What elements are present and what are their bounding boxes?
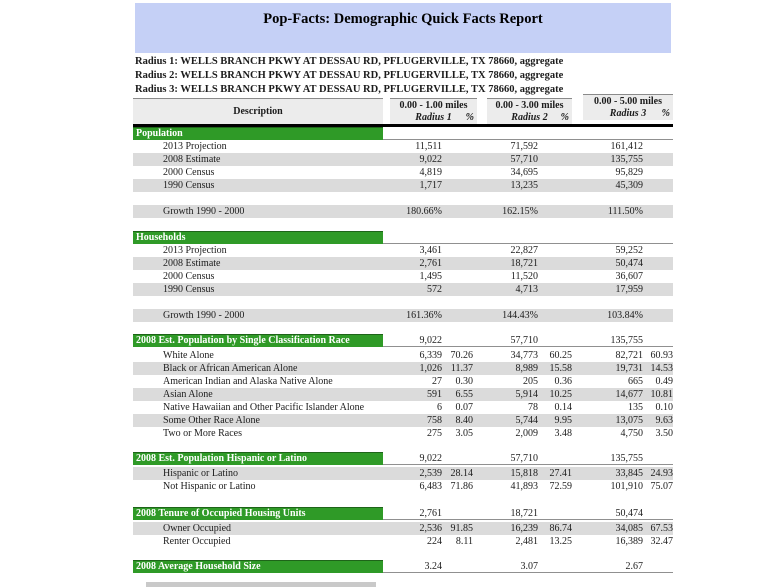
section-total-value: 57,710 <box>510 335 538 346</box>
column-group-radius-3 <box>583 94 673 120</box>
value-cell: 665 <box>628 376 643 387</box>
section-title-bar: 2008 Est. Population Hispanic or Latino <box>133 452 383 465</box>
table-row <box>133 480 673 493</box>
section-title-bar: Population <box>133 127 383 140</box>
value-cell: 50,474 <box>615 258 643 269</box>
section-total-value: 3.07 <box>520 561 538 572</box>
pct-cell: 0.07 <box>455 402 473 413</box>
pct-cell: 91.85 <box>450 523 473 534</box>
pct-cell <box>538 257 572 270</box>
value-cell: 1,026 <box>419 363 442 374</box>
pct-cell <box>643 309 673 322</box>
value-cell: 34,695 <box>510 167 538 178</box>
column-group-radius-1 <box>390 98 477 124</box>
pct-cell <box>538 270 572 283</box>
value-cell: 14,677 <box>615 389 643 400</box>
radius-definitions <box>135 55 675 97</box>
section-title-bar: Households <box>133 231 383 244</box>
column-group-radius-2 <box>487 98 572 124</box>
pct-cell: 10.25 <box>549 389 572 400</box>
value-cell: 22,827 <box>510 245 538 256</box>
radius-column-label: Radius 3 <box>609 108 647 119</box>
value-cell: 59,252 <box>615 245 643 256</box>
pct-cell: 86.74 <box>549 523 572 534</box>
miles-range-label: 0.00 - 3.00 miles <box>495 100 564 111</box>
value-cell: 15,818 <box>510 468 538 479</box>
pct-cell <box>442 140 473 153</box>
spacer-row <box>133 440 673 452</box>
pct-cell <box>643 257 673 270</box>
value-cell: 103.84% <box>607 310 643 321</box>
value-cell: 11,520 <box>510 271 538 282</box>
pct-cell <box>538 309 572 322</box>
row-label: Growth 1990 - 2000 <box>163 310 245 321</box>
value-cell: 13,075 <box>615 415 643 426</box>
value-cell: 6,339 <box>419 350 442 361</box>
table-row <box>133 401 673 414</box>
value-cell: 78 <box>528 402 538 413</box>
value-cell: 57,710 <box>510 154 538 165</box>
pct-cell: 24.93 <box>650 468 673 479</box>
pct-cell <box>538 205 572 218</box>
miles-range-label: 0.00 - 5.00 miles <box>593 96 663 107</box>
pct-cell <box>643 244 673 257</box>
section-title-bar: 2008 Average Household Size <box>133 560 383 573</box>
row-label: Asian Alone <box>163 389 213 400</box>
pct-cell: 15.58 <box>549 363 572 374</box>
pct-cell <box>538 140 572 153</box>
table-row <box>133 362 673 375</box>
table-row <box>133 349 673 362</box>
table-row <box>133 166 673 179</box>
section-header-row <box>133 560 673 573</box>
section-title-bar: 2008 Tenure of Occupied Housing Units <box>133 507 383 520</box>
section-header-row <box>133 231 673 244</box>
pct-cell: 60.93 <box>650 350 673 361</box>
value-cell: 6 <box>437 402 442 413</box>
spacer-row <box>133 218 673 231</box>
value-cell: 101,910 <box>610 481 643 492</box>
section-total-value: 3.24 <box>424 561 442 572</box>
value-cell: 34,773 <box>510 350 538 361</box>
pct-cell <box>643 270 673 283</box>
value-cell: 82,721 <box>615 350 643 361</box>
pct-cell: 0.10 <box>655 402 673 413</box>
value-cell: 27 <box>432 376 442 387</box>
table-row <box>133 375 673 388</box>
pct-cell: 9.95 <box>554 415 572 426</box>
section-total-value: 2,761 <box>419 508 442 519</box>
section-underline <box>383 139 673 140</box>
table-row <box>133 427 673 440</box>
percent-column-label: % <box>560 112 569 123</box>
value-cell: 33,845 <box>615 468 643 479</box>
pct-cell: 13.25 <box>549 536 572 547</box>
pct-cell <box>538 153 572 166</box>
value-cell: 13,235 <box>510 180 538 191</box>
value-cell: 45,309 <box>615 180 643 191</box>
pct-cell: 3.50 <box>655 428 673 439</box>
section-total-value: 135,755 <box>610 335 643 346</box>
pct-cell <box>442 283 473 296</box>
section-header-row <box>133 507 673 520</box>
table-row <box>133 205 673 218</box>
page-title: Pop-Facts: Demographic Quick Facts Report <box>263 11 543 27</box>
value-cell: 1,717 <box>419 180 442 191</box>
value-cell: 1,495 <box>419 271 442 282</box>
row-label: 2008 Estimate <box>163 154 221 165</box>
pct-cell <box>442 257 473 270</box>
row-label: Black or African American Alone <box>163 363 298 374</box>
section-header-row <box>133 452 673 465</box>
pct-cell: 14.53 <box>650 363 673 374</box>
value-cell: 2,536 <box>419 523 442 534</box>
radius-1-line: Radius 1: WELLS BRANCH PKWY AT DESSAU RD, PFLUGERVILLE, TX 78660, aggregate <box>135 56 564 67</box>
value-cell: 3,461 <box>419 245 442 256</box>
value-cell: 6,483 <box>419 481 442 492</box>
table-row <box>133 179 673 192</box>
pct-cell <box>643 153 673 166</box>
row-label: 2013 Projection <box>163 141 227 152</box>
value-cell: 4,819 <box>419 167 442 178</box>
pct-cell <box>442 309 473 322</box>
row-label: American Indian and Alaska Native Alone <box>163 376 333 387</box>
radius-3-line: Radius 3: WELLS BRANCH PKWY AT DESSAU RD, PFLUGERVILLE, TX 78660, aggregate <box>135 84 564 95</box>
value-cell: 4,750 <box>620 428 643 439</box>
pct-cell <box>442 153 473 166</box>
value-cell: 591 <box>427 389 442 400</box>
section-underline <box>383 519 673 520</box>
miles-range-label: 0.00 - 1.00 miles <box>399 100 468 111</box>
value-cell: 71,592 <box>510 141 538 152</box>
radius-column-label: Radius 2 <box>511 112 548 123</box>
spacer-row <box>133 296 673 309</box>
spacer-row <box>133 192 673 205</box>
table-row <box>133 283 673 296</box>
value-cell: 135 <box>628 402 643 413</box>
value-cell: 2,761 <box>419 258 442 269</box>
value-cell: 34,085 <box>615 523 643 534</box>
pct-cell <box>442 244 473 257</box>
value-cell: 9,022 <box>419 154 442 165</box>
section-total-value: 9,022 <box>419 453 442 464</box>
pct-cell: 9.63 <box>655 415 673 426</box>
section-underline <box>383 346 673 347</box>
row-label: 1990 Census <box>163 180 215 191</box>
value-cell: 758 <box>427 415 442 426</box>
value-cell: 8,989 <box>515 363 538 374</box>
value-cell: 41,893 <box>510 481 538 492</box>
section-total-value: 135,755 <box>610 453 643 464</box>
value-cell: 144.43% <box>502 310 538 321</box>
demographics-table <box>133 98 673 573</box>
table-row <box>133 535 673 548</box>
row-label: 2000 Census <box>163 167 215 178</box>
section-underline <box>383 464 673 465</box>
table-header-row <box>133 98 673 124</box>
percent-column-label: % <box>661 108 670 119</box>
pct-cell: 0.36 <box>554 376 572 387</box>
pct-cell: 6.55 <box>455 389 473 400</box>
value-cell: 5,914 <box>515 389 538 400</box>
pct-cell: 32.47 <box>650 536 673 547</box>
row-label: Some Other Race Alone <box>163 415 260 426</box>
table-row <box>133 153 673 166</box>
pct-cell <box>538 166 572 179</box>
pct-cell: 0.30 <box>455 376 473 387</box>
pct-cell <box>643 283 673 296</box>
row-label: Renter Occupied <box>163 536 231 547</box>
value-cell: 205 <box>523 376 538 387</box>
pct-cell <box>643 140 673 153</box>
radius-2-line: Radius 2: WELLS BRANCH PKWY AT DESSAU RD, PFLUGERVILLE, TX 78660, aggregate <box>135 70 564 81</box>
value-cell: 17,959 <box>615 284 643 295</box>
pct-cell <box>538 179 572 192</box>
pct-cell <box>643 205 673 218</box>
row-label: 1990 Census <box>163 284 215 295</box>
value-cell: 180.66% <box>406 206 442 217</box>
row-label: Not Hispanic or Latino <box>163 481 256 492</box>
section-total-value: 18,721 <box>510 508 538 519</box>
value-cell: 572 <box>427 284 442 295</box>
value-cell: 275 <box>427 428 442 439</box>
section-header-row <box>133 334 673 347</box>
pct-cell: 67.53 <box>650 523 673 534</box>
value-cell: 2,539 <box>419 468 442 479</box>
pct-cell: 8.40 <box>455 415 473 426</box>
radius-column-label: Radius 1 <box>415 112 452 123</box>
pct-cell: 75.07 <box>650 481 673 492</box>
percent-column-label: % <box>465 112 474 123</box>
pct-cell: 70.26 <box>450 350 473 361</box>
table-row <box>133 244 673 257</box>
value-cell: 111.50% <box>607 206 643 217</box>
section-underline <box>383 243 673 244</box>
value-cell: 16,239 <box>510 523 538 534</box>
section-underline <box>383 572 673 573</box>
pct-cell <box>643 179 673 192</box>
table-body <box>133 127 673 573</box>
table-row <box>133 257 673 270</box>
pct-cell: 8.11 <box>455 536 473 547</box>
pct-cell: 11.37 <box>450 363 473 374</box>
row-label: White Alone <box>163 350 214 361</box>
value-cell: 36,607 <box>615 271 643 282</box>
pct-cell <box>538 283 572 296</box>
table-row <box>133 140 673 153</box>
row-label: Growth 1990 - 2000 <box>163 206 245 217</box>
spacer-row <box>133 548 673 560</box>
section-total-value: 2.67 <box>625 561 643 572</box>
section-title-bar: 2008 Est. Population by Single Classification Race <box>133 334 383 347</box>
section-header-row <box>133 127 673 140</box>
pct-cell <box>442 205 473 218</box>
value-cell: 161.36% <box>406 310 442 321</box>
section-total-value: 57,710 <box>510 453 538 464</box>
pct-cell: 0.49 <box>655 376 673 387</box>
row-label: Two or More Races <box>163 428 242 439</box>
row-label: Native Hawaiian and Other Pacific Islander Alone <box>163 402 365 413</box>
table-row <box>133 388 673 401</box>
table-row <box>133 522 673 535</box>
row-label: Owner Occupied <box>163 523 232 534</box>
value-cell: 5,744 <box>515 415 538 426</box>
row-label: 2013 Projection <box>163 245 227 256</box>
value-cell: 135,755 <box>610 154 643 165</box>
table-row <box>133 467 673 480</box>
table-row <box>133 270 673 283</box>
pct-cell: 28.14 <box>450 468 473 479</box>
pct-cell: 71.86 <box>450 481 473 492</box>
table-row <box>133 414 673 427</box>
pct-cell: 10.81 <box>650 389 673 400</box>
pct-cell: 0.14 <box>554 402 572 413</box>
value-cell: 2,009 <box>515 428 538 439</box>
report-title-band <box>135 3 671 53</box>
value-cell: 18,721 <box>510 258 538 269</box>
pct-cell <box>442 179 473 192</box>
value-cell: 4,713 <box>515 284 538 295</box>
section-total-value: 50,474 <box>615 508 643 519</box>
row-label: Hispanic or Latino <box>163 468 238 479</box>
pct-cell <box>538 244 572 257</box>
pct-cell <box>643 166 673 179</box>
value-cell: 19,731 <box>615 363 643 374</box>
pct-cell: 60.25 <box>549 350 572 361</box>
row-label: 2000 Census <box>163 271 215 282</box>
value-cell: 95,829 <box>615 167 643 178</box>
spacer-row <box>133 322 673 334</box>
value-cell: 162.15% <box>502 206 538 217</box>
pct-cell: 3.48 <box>554 428 572 439</box>
pct-cell: 72.59 <box>549 481 572 492</box>
next-section-partial-bar <box>146 582 376 587</box>
pct-cell <box>442 166 473 179</box>
pct-cell <box>442 270 473 283</box>
description-column-header: Description <box>133 98 383 124</box>
pct-cell: 3.05 <box>455 428 473 439</box>
value-cell: 11,511 <box>415 141 442 152</box>
value-cell: 224 <box>427 536 442 547</box>
section-total-value: 9,022 <box>419 335 442 346</box>
table-row <box>133 309 673 322</box>
row-label: 2008 Estimate <box>163 258 221 269</box>
value-cell: 16,389 <box>615 536 643 547</box>
value-cell: 161,412 <box>610 141 643 152</box>
value-cell: 2,481 <box>515 536 538 547</box>
spacer-row <box>133 493 673 507</box>
pct-cell: 27.41 <box>549 468 572 479</box>
